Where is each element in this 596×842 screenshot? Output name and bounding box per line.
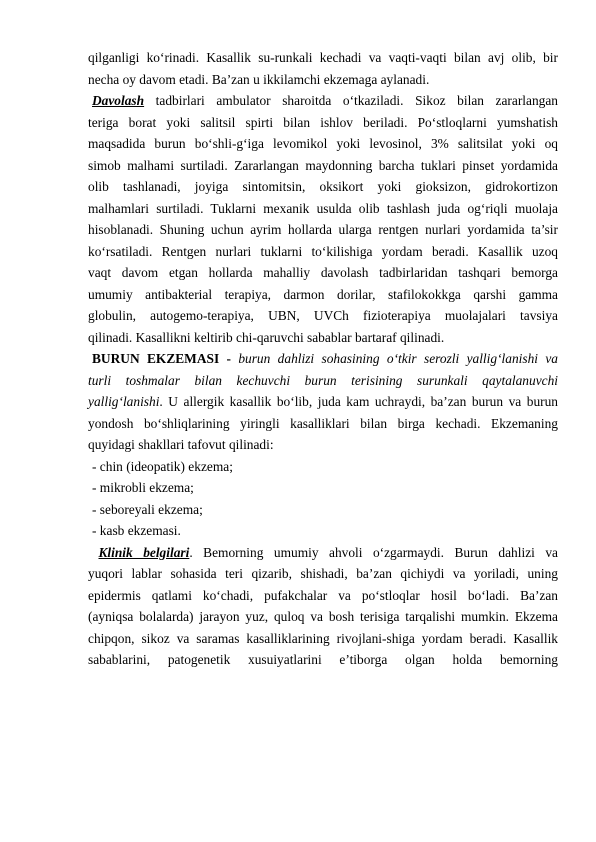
paragraph-line: yuqori lablar sohasida teri qizarib, shishadi, ba’zan qichiydi va yoriladi, uning <box>88 566 558 581</box>
definition-text: burun dahlizi sohasining o‘tkir serozli yallig‘lanishi va <box>230 351 558 366</box>
paragraph-line: sabablarini, patogenetik xusuiyatlarini e’tiborga olgan holda bemorning <box>88 652 558 667</box>
paragraph-line <box>88 90 558 112</box>
paragraph-line: umumiy antibakterial terapiya, darmon dorilar, stafilokokkga qarshi gamma <box>88 286 558 302</box>
paragraph-line: (ayniqsa bolalarda) jarayon yuz, quloq va bosh terisiga tarqalishi mumkin. Ekzema <box>88 609 558 624</box>
paragraph-text: . U allergik kasallik bo‘lib, juda kam uchraydi, ba’zan burun va burun <box>159 394 558 409</box>
paragraph-line: quyidagi shakllari tafovut qilinadi: <box>88 437 274 452</box>
section-heading-davolash: Davolash <box>92 93 145 108</box>
paragraph-line: qilinadi. Kasallikni keltirib chi-qaruvchi sabablar bartaraf qilinadi. <box>88 329 445 345</box>
paragraph-line: simob malhami surtiladi. Zararlangan maydonning barcha tuklari pinset yordamida <box>88 157 558 173</box>
paragraph-line: maqsadida burun bo‘shli-g‘iga levomikol yoki levosinol, 3% salitsilat yoki oq <box>88 136 558 151</box>
paragraph-line <box>88 542 558 564</box>
paragraph-line: epidermis qatlami ko‘chadi, pufakchalar va po‘stloqlar hosil bo‘ladi. Ba’zan <box>88 587 558 603</box>
paragraph-text: . Bemorning umumiy ahvoli o‘zgarmaydi. Burun dahlizi va <box>189 544 558 560</box>
document-page <box>88 47 558 671</box>
paragraph-line: vaqt davom etgan hollarda mahalliy davolash tadbirlaridan tashqari bemorga <box>88 265 558 280</box>
paragraph-line: teriga borat yoki salitsil spirti bilan ishlov beriladi. Po‘stloqlarni yumshatish <box>88 114 558 130</box>
section-heading-burun-ekzemasi: BURUN EKZEMASI - <box>92 351 231 366</box>
paragraph-line: malhamlari surtiladi. Tuklarni mexanik usulda olib tashlash juda og‘riqli muolaja <box>88 200 558 216</box>
section-heading-klinik-belgilari: Klinik belgilari <box>98 544 190 560</box>
paragraph-line: hisoblanadi. Shuning uchun ayrim hollarda ularga rentgen nurlari yordamida ta’sir <box>88 222 558 237</box>
paragraph-line <box>88 391 558 413</box>
paragraph-line: necha oy davom etadi. Ba’zan u ikkilamchi ekzemaga aylanadi. <box>88 71 430 87</box>
paragraph-line <box>88 348 558 370</box>
paragraph-line: yondosh bo‘shliqlarining yiringli kasalliklari bilan birga kechadi. Ekzemaning <box>88 415 558 431</box>
list-item: - seboreyali ekzema; <box>92 501 203 517</box>
definition-text: yallig‘lanishi <box>88 394 160 409</box>
list-item: - mikrobli ekzema; <box>92 480 194 495</box>
paragraph-line: chipqon, sikoz va saramas kasalliklarining rivojlani-shiga yordam beradi. Kasallik <box>88 630 558 646</box>
paragraph-line: qilganligi ko‘rinadi. Kasallik su-runkali kechadi va vaqti-vaqti bilan avj olib, bir <box>88 50 558 65</box>
paragraph-line: ko‘rsatiladi. Rentgen nurlari tuklarni to‘kilishiga yordam beradi. Kasallik uzoq <box>88 243 558 259</box>
paragraph-line: olib tashlanadi, joyiga sintomitsin, oksikort yoki gioksizon, gidrokortizon <box>88 179 558 194</box>
list-item: - kasb ekzemasi. <box>92 523 181 538</box>
list-item: - chin (ideopatik) ekzema; <box>92 458 233 474</box>
paragraph-line: turli toshmalar bilan kechuvchi burun terisining surunkali qaytalanuvchi <box>88 372 558 388</box>
paragraph-text: tadbirlari ambulator sharoitda o‘tkaziladi. Sikoz bilan zararlangan <box>144 93 558 108</box>
paragraph-line: globulin, autogemo-terapiya, UBN, UVCh fizioterapiya muolajalari tavsiya <box>88 308 558 323</box>
